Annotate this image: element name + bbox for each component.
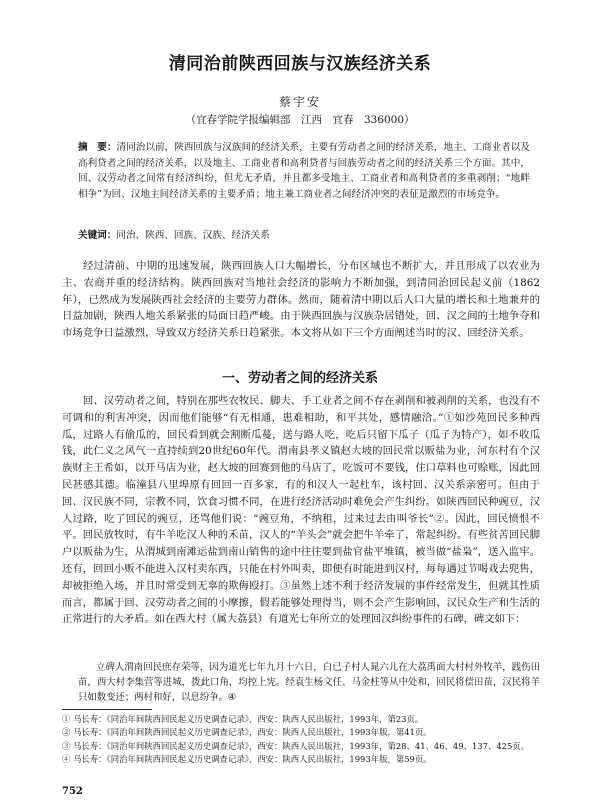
footnote-divider [62,709,152,710]
keywords [78,228,530,244]
footnote: ③ 马长寿：《同治年间陕西回民起义历史调查记录》，西安：陕西人民出版社，1993年，第28、41、46、49、137、425页。 [62,740,530,751]
author-affiliation: （宜春学院学报编辑部 江西 宜春 336000） [185,114,415,126]
footnote: ② 马长寿：《同治年间陕西回民起义历史调查记录》，西安：陕西人民出版社，1993年版，第41页。 [62,727,432,738]
keywords-label: 关键词： [78,230,117,241]
footnote: ① 马长寿：《同治年间陕西回民起义历史调查记录》，西安：陕西人民出版社，1993年，第23页。 [62,714,424,724]
footnotes [62,713,540,767]
author-name: 蔡宇安 [278,95,321,109]
intro-paragraph: 经过清前、中期的迅速发展，陕西回族人口大幅增长，分布区域也不断扩大，并且形成了以农业为主、农商并重的经济结构。陕西回族对当地社会经济的影响力不断加强，到清同治回民起义前（1862年），已然成为发展陕西社会经济的主要劳力群体。然而，随着清中期以后人口大量的增长和土地兼并的日益加剧，陕西人地关系紧张的局面日趋严峻。由于陕西回族与汉族杂居错处，回、汉之间的土地争夺和市场竞争日益激烈，导致双方经济关系日趋紧张。本文将从如下三个方面阐述当时的汉、回经济关系。 [62,260,540,340]
abstract [78,140,530,202]
page-number: 752 [62,786,83,797]
abstract-label: 摘 要： [78,142,117,153]
stele-inscription-quote: 立碑人渭南回民庶存荣等，因为道光七年九月十六日，白已子村人晁六儿在大荔禹面大村村外牧羊，践伤田苗，西大村李集营等进城，拨此口角，均控上宪。经袁生杨文任、马金柱等从中处和，回民将偿田苗，汉民将羊只如数变还；两村和好，以息纷争。④ [78,662,540,704]
footnote: ④ 马长寿：《同治年间陕西回民起义历史调查记录》，西安：陕西人民出版社，1993年版，第59页。 [62,754,432,765]
abstract-text: 清同治以前，陕西回族与汉族间的经济关系，主要有劳动者之间的经济关系，地主、工商业者以及高利贷者之间的经济关系，以及地主、工商业者和高利贷者与回族劳动者之间的经济关系三个方面。其中，回、汉劳动者之间常有经济纠纷，但尤无矛盾，并且都多受地主、工商业者和高利贷者的多重剥削；“地畔相争”为回、汉地主间经济关系的主要矛盾；地主兼工商业者之间经济冲突的表征是激烈的市场竞争。 [78,142,531,200]
article-title: 清同治前陕西回族与汉族经济关系 [168,54,432,74]
section-heading: 一、劳动者之间的经济关系 [221,371,378,386]
keywords-text: 同治、陕西、回族、汉族、经济关系 [116,230,270,241]
section-body-paragraph: 回、汉劳动者之间，特别在那些农牧民、脚夫、手工业者之间不存在剥削和被剥削的关系，也没有不可调和的利害冲突，因而他们能够“有无相通，患难相助，和平共处，感情融洽。”①如沙苑回民多种西瓜，过路人有偷瓜的，回民看到就会割断瓜蔓，送与路人吃，吃后只留下瓜子（瓜子为特产），如不收瓜钱，此仁义之风气一直持续到20世纪60年代。渭南县孝义镇赵大坡的回民常以贩盐为业，河东村有个汉族财主王希如，以开马店为业，赵大坡的回赛到他的马店了，吃饭可不要钱，住口草料也可赊账，因此回民甚感其德。临潼县八里埠原有回回一百多家，有的和汉人一起杜车，该村回、汉关系亲密可。但由于回、汉民族不同，宗教不同，饮食习惯不同，在进行经济活动时难免会产生纠纷。如陕西回民种豌豆，汉人过路，吃了回民的豌豆，还骂他们说：“豌豆角，不纳租，过来过去由叫爷长”②。因此，回民愤恨不平。回民放牧时，有牛羊吃汉人种的禾苗，汉人的“羊头会”就会把牛羊牵了，常起纠纷。有些贫苦回民脚户以贩盐为生，从渭城到南滩运盐到南山销售的途中往往要到盐官盐平堆镇，被当做“盐枭”，送入监牢。还有，回回小贩不能进入汉村卖东西，只能在村外叫卖，即便有时能进到汉村，每每遇过节喝戏去兜售，却被拒绝入场，并且时常受到无辜的欺侮殴打。③虽然上述不利于经济发展的事件经常发生，但就其性质而言，都属于回、汉劳动者之间的小摩擦，假若能够处理得当，则不会产生影响回、汉民众生产和生活的正常进行的大矛盾。如在西大村（属大荔县）有道光七年所立的处理回汉纠纷事件的石碑，碑文如下： [62,395,540,626]
